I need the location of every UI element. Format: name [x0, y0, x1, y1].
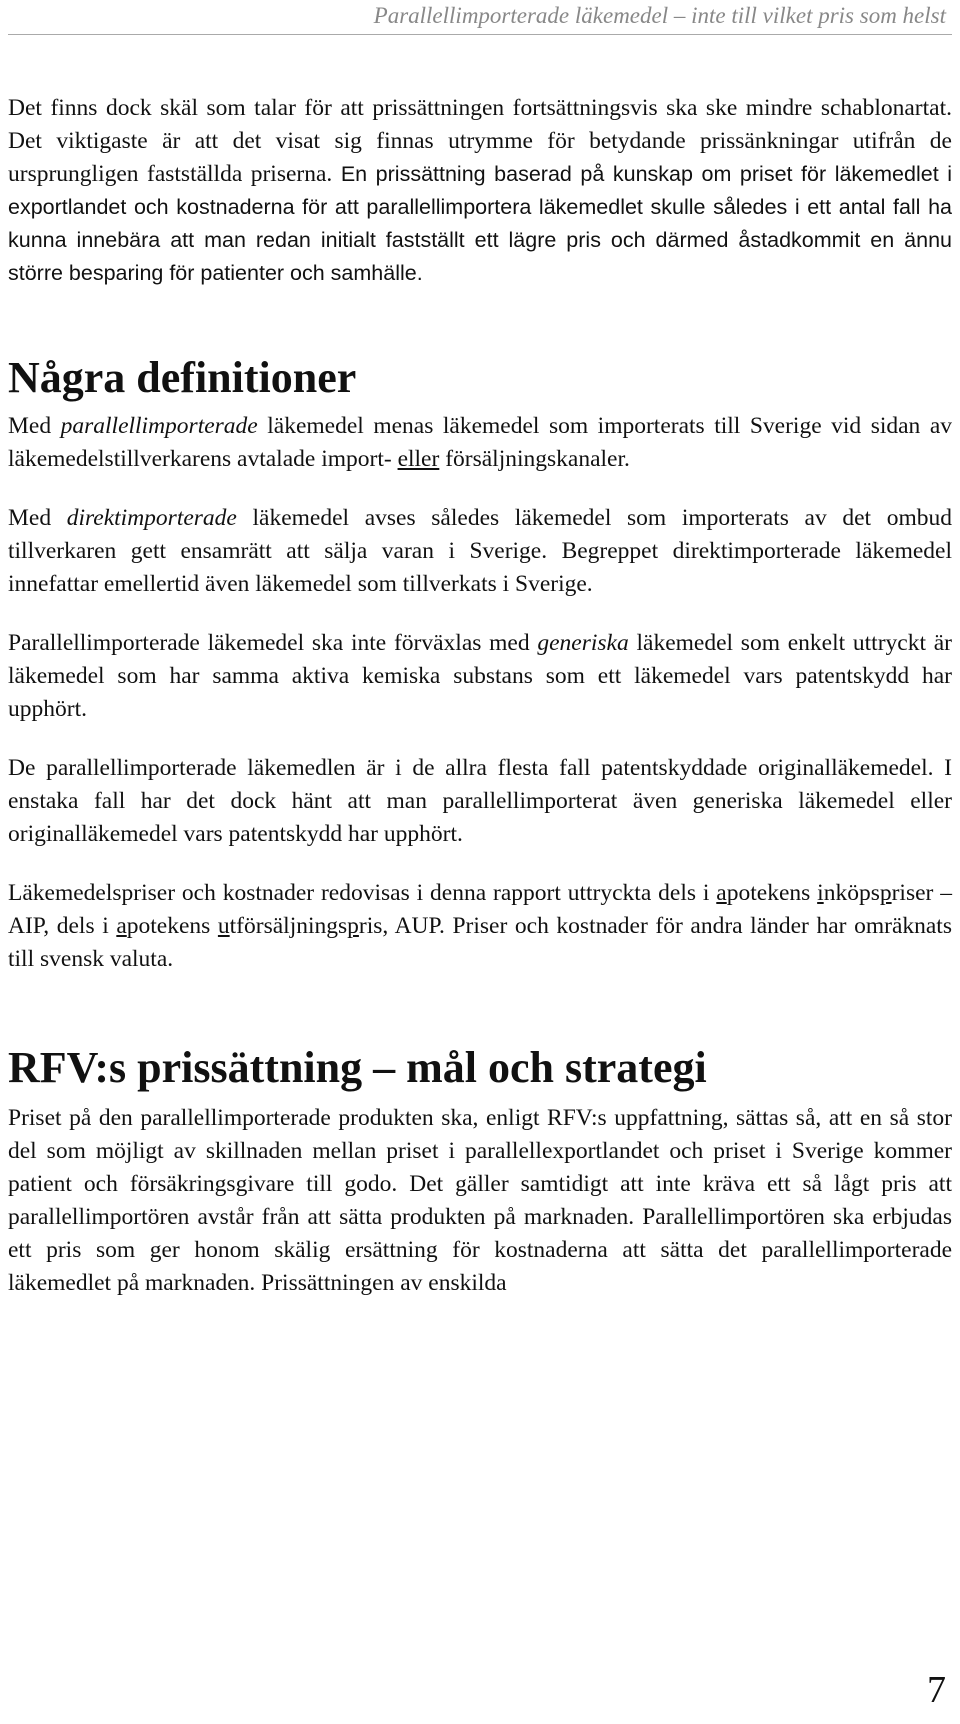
underlined-letter: a	[116, 913, 127, 939]
text-run: potekens	[726, 880, 818, 906]
definition-parallel	[8, 410, 952, 476]
intro-serif-text: Det finns dock skäl som talar för att prissättningen fortsättningsvis ska ske mindre schablonartat. Det viktigaste är att det visat sig finnas utrymme för betydande prissänkningar utifrån de ursprungligen fastställda priserna.	[8, 95, 952, 187]
underlined-letter: a	[716, 880, 727, 906]
underlined-letter: p	[879, 880, 892, 906]
paragraph-patent: De parallellimporterade läkemedlen är i de allra flesta fall patentskyddade originalläkemedel. I enstaka fall har det dock hänt att man parallellimporterat även generiska läkemedel eller originalläkemedel vars patentskydd har upphört.	[8, 755, 952, 847]
text-run: läkemedel avses således läkemedel som importerats av det ombud tillverkaren gett ensamrätt att sälja varan i Sverige. Begreppet direktimporterade läkemedel innefattar emellertid även läkemedel som tillverkats i Sverige.	[8, 505, 952, 597]
document-body	[8, 92, 952, 1300]
definition-direct	[8, 502, 952, 601]
definition-generic	[8, 627, 952, 726]
text-run: försäljningskanaler.	[439, 446, 630, 472]
term-generic: generiska	[537, 630, 629, 656]
intro-paragraph	[8, 92, 952, 290]
heading-definitions: Några definitioner	[8, 353, 357, 402]
text-run: läkemedel menas läkemedel som importerats till Sverige vid sidan av läkemedelstillverkarens avtalade import-	[8, 413, 952, 472]
paragraph-prices	[8, 877, 952, 976]
text-run: läkemedel som enkelt uttryckt är läkemedel som har samma aktiva kemiska substans som ett läkemedel vars patentskydd har upphört.	[8, 630, 952, 722]
text-run: potekens	[126, 913, 218, 939]
text-run: Med	[8, 505, 67, 531]
page-header	[0, 0, 960, 62]
underlined-word: eller	[397, 446, 440, 472]
text-run: Med	[8, 413, 61, 439]
text-run: ris, AUP. Priser och kostnader för andra länder har omräknats till svensk valuta.	[8, 913, 952, 972]
text-run: Läkemedelspriser och kostnader redovisas i denna rapport uttryckta dels i	[8, 880, 717, 906]
underlined-letter: i	[817, 880, 824, 906]
intro-sans-text: En prissättning baserad på kunskap om priset för läkemedlet i exportlandet och kostnaderna för att parallellimportera läkemedlet skulle således i ett antal fall ha kunna innebära att man redan initialt fastställt ett lägre pris och därmed åstadkommit en ännu större besparing för patienter och samhälle.	[8, 162, 952, 285]
term-parallel: parallellimporterade	[60, 413, 258, 439]
underlined-letter: p	[347, 913, 359, 939]
heading-rfv-pricing: RFV:s prissättning – mål och strategi	[8, 1043, 707, 1092]
text-run: Parallellimporterade läkemedel ska inte förväxlas med	[8, 630, 538, 656]
running-title: Parallellimporterade läkemedel – inte till vilket pris som helst	[373, 3, 946, 28]
paragraph-rfv: Priset på den parallellimporterade produkten ska, enligt RFV:s uppfattning, sättas så, att en så stor del som möjligt av skillnaden mellan priset i parallellexportlandet och priset i Sverige kommer patient och försäkringsgivare till godo. Det gäller samtidigt att inte kräva ett så lågt pris att parallellimportören avstår från att sätta produkten på marknaden. Parallellimportören ska erbjudas ett pris som ger honom skälig ersättning för kostnaderna att sätta det parallellimporterade läkemedlet på marknaden. Prissättningen av enskilda	[8, 1105, 952, 1296]
text-run: nköps	[823, 880, 880, 906]
page-number: 7	[927, 1669, 946, 1711]
term-direct: direktimporterade	[66, 505, 237, 531]
header-divider	[8, 34, 952, 35]
text-run: riser – AIP, dels i	[8, 880, 952, 939]
underlined-letter: u	[217, 913, 230, 939]
text-run: tförsäljnings	[229, 913, 348, 939]
